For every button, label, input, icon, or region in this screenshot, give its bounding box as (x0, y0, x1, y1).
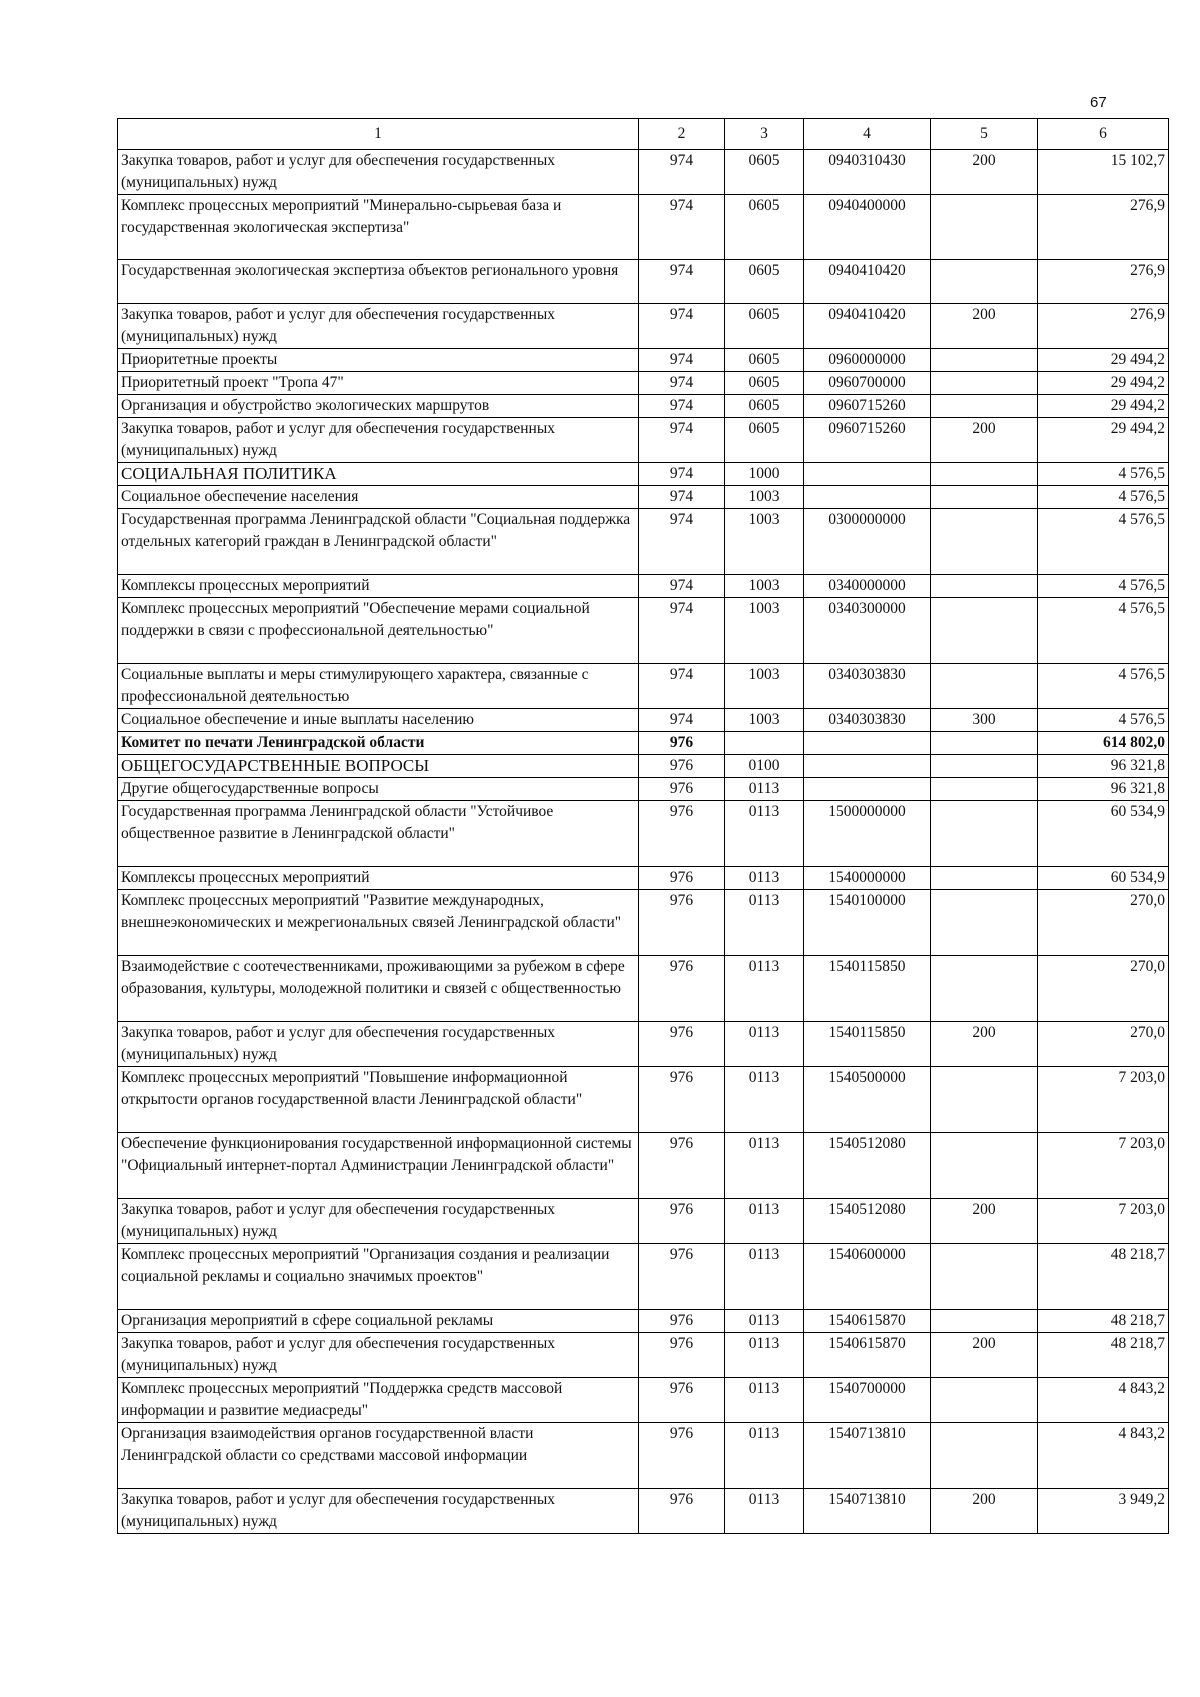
row-vr-cell (931, 395, 1038, 418)
row-gr-cell: 976 (639, 1310, 725, 1333)
table-row (118, 1022, 1169, 1067)
row-gr-cell: 974 (639, 372, 725, 395)
table-row (118, 418, 1169, 463)
row-name-cell: Организация и обустройство экологических маршрутов (118, 395, 639, 418)
row-name-cell: Закупка товаров, работ и услуг для обеспечения государственных (муниципальных) нужд (118, 1333, 639, 1378)
row-vr-cell: 200 (931, 1022, 1038, 1067)
row-cs-cell (804, 778, 931, 801)
row-rz-cell: 0605 (725, 150, 804, 195)
row-vr-cell (931, 732, 1038, 755)
row-gr-cell: 976 (639, 1423, 725, 1489)
row-sum-cell: 270,0 (1038, 956, 1169, 1022)
table-row (118, 260, 1169, 304)
table-row (118, 778, 1169, 801)
row-gr-cell: 974 (639, 418, 725, 463)
row-vr-cell (931, 1423, 1038, 1489)
row-vr-cell (931, 1244, 1038, 1310)
row-gr-cell: 976 (639, 1378, 725, 1423)
row-sum-cell: 60 534,9 (1038, 801, 1169, 867)
row-rz-cell: 0113 (725, 1244, 804, 1310)
table-row (118, 598, 1169, 664)
table-header-row (118, 119, 1169, 150)
row-gr-cell: 974 (639, 195, 725, 260)
page-number: 67 (1090, 94, 1107, 111)
row-gr-cell: 974 (639, 260, 725, 304)
row-gr-cell: 976 (639, 1199, 725, 1244)
row-rz-cell: 1003 (725, 575, 804, 598)
row-gr-cell: 974 (639, 575, 725, 598)
row-vr-cell (931, 575, 1038, 598)
header-col-5: 5 (931, 119, 1038, 150)
row-name-cell: Комплексы процессных мероприятий (118, 867, 639, 890)
row-cs-cell: 0940310430 (804, 150, 931, 195)
table-row (118, 1067, 1169, 1133)
row-cs-cell (804, 463, 931, 486)
row-cs-cell: 0940410420 (804, 304, 931, 349)
row-vr-cell (931, 755, 1038, 778)
row-name-cell: Комплекс процессных мероприятий "Повышение информационной открытости органов государственной власти Ленинградской области" (118, 1067, 639, 1133)
row-rz-cell: 0113 (725, 1199, 804, 1244)
table-row (118, 867, 1169, 890)
row-sum-cell: 29 494,2 (1038, 349, 1169, 372)
row-name-cell: Обеспечение функционирования государственной информационной системы "Официальный интернет-портал Администрации Ленинградской области" (118, 1133, 639, 1199)
row-name-cell: Закупка товаров, работ и услуг для обеспечения государственных (муниципальных) нужд (118, 418, 639, 463)
row-vr-cell: 200 (931, 150, 1038, 195)
row-rz-cell: 1003 (725, 598, 804, 664)
table-row (118, 195, 1169, 260)
row-sum-cell: 4 576,5 (1038, 598, 1169, 664)
row-cs-cell (804, 755, 931, 778)
row-gr-cell: 974 (639, 463, 725, 486)
row-cs-cell: 1540500000 (804, 1067, 931, 1133)
row-vr-cell: 200 (931, 1333, 1038, 1378)
table-row (118, 463, 1169, 486)
table-row (118, 304, 1169, 349)
table-row (118, 1244, 1169, 1310)
row-cs-cell: 0940400000 (804, 195, 931, 260)
header-col-6: 6 (1038, 119, 1169, 150)
row-vr-cell (931, 664, 1038, 709)
row-sum-cell: 48 218,7 (1038, 1333, 1169, 1378)
row-gr-cell: 976 (639, 1067, 725, 1133)
row-vr-cell (931, 1378, 1038, 1423)
row-cs-cell: 0960715260 (804, 395, 931, 418)
row-gr-cell: 974 (639, 664, 725, 709)
row-sum-cell: 4 576,5 (1038, 463, 1169, 486)
row-sum-cell: 15 102,7 (1038, 150, 1169, 195)
row-vr-cell (931, 801, 1038, 867)
row-cs-cell (804, 732, 931, 755)
table-row (118, 1489, 1169, 1534)
row-gr-cell: 976 (639, 956, 725, 1022)
row-rz-cell: 0605 (725, 372, 804, 395)
row-cs-cell: 0340300000 (804, 598, 931, 664)
row-name-cell: Социальные выплаты и меры стимулирующего характера, связанные с профессиональной деятельностью (118, 664, 639, 709)
table-row (118, 509, 1169, 575)
row-vr-cell (931, 956, 1038, 1022)
row-vr-cell (931, 463, 1038, 486)
row-rz-cell: 0605 (725, 195, 804, 260)
row-sum-cell: 4 576,5 (1038, 509, 1169, 575)
header-col-3: 3 (725, 119, 804, 150)
row-name-cell: Социальное обеспечение и иные выплаты населению (118, 709, 639, 732)
row-vr-cell: 200 (931, 1199, 1038, 1244)
row-rz-cell: 0113 (725, 1022, 804, 1067)
row-name-cell: Комплекс процессных мероприятий "Минерально-сырьевая база и государственная экологическая экспертиза" (118, 195, 639, 260)
row-sum-cell: 614 802,0 (1038, 732, 1169, 755)
row-name-cell: Приоритетный проект "Тропа 47" (118, 372, 639, 395)
row-sum-cell: 60 534,9 (1038, 867, 1169, 890)
row-vr-cell: 200 (931, 304, 1038, 349)
row-sum-cell: 276,9 (1038, 195, 1169, 260)
row-vr-cell (931, 867, 1038, 890)
row-rz-cell: 0605 (725, 418, 804, 463)
row-rz-cell: 0605 (725, 304, 804, 349)
table-row (118, 1133, 1169, 1199)
row-sum-cell: 48 218,7 (1038, 1244, 1169, 1310)
row-name-cell: Взаимодействие с соотечественниками, проживающими за рубежом в сфере образования, культуры, молодежной политики и связей с общественностью (118, 956, 639, 1022)
row-cs-cell: 1540713810 (804, 1423, 931, 1489)
row-vr-cell (931, 778, 1038, 801)
row-name-cell: Закупка товаров, работ и услуг для обеспечения государственных (муниципальных) нужд (118, 1199, 639, 1244)
row-vr-cell (931, 1133, 1038, 1199)
row-rz-cell: 0113 (725, 1333, 804, 1378)
row-cs-cell: 1540615870 (804, 1333, 931, 1378)
row-gr-cell: 976 (639, 801, 725, 867)
row-rz-cell: 0113 (725, 890, 804, 956)
row-cs-cell: 0340000000 (804, 575, 931, 598)
row-gr-cell: 976 (639, 755, 725, 778)
row-cs-cell: 1540713810 (804, 1489, 931, 1534)
row-cs-cell: 1540600000 (804, 1244, 931, 1310)
row-vr-cell (931, 260, 1038, 304)
row-gr-cell: 974 (639, 486, 725, 509)
row-rz-cell: 0100 (725, 755, 804, 778)
row-rz-cell: 0113 (725, 1067, 804, 1133)
row-rz-cell: 0113 (725, 956, 804, 1022)
row-vr-cell: 200 (931, 418, 1038, 463)
row-vr-cell (931, 486, 1038, 509)
row-sum-cell: 4 576,5 (1038, 486, 1169, 509)
row-rz-cell: 0605 (725, 260, 804, 304)
row-name-cell: СОЦИАЛЬНАЯ ПОЛИТИКА (118, 463, 639, 486)
row-name-cell: Закупка товаров, работ и услуг для обеспечения государственных (муниципальных) нужд (118, 1022, 639, 1067)
row-name-cell: Государственная программа Ленинградской области "Социальная поддержка отдельных категорий граждан в Ленинградской области" (118, 509, 639, 575)
table-row (118, 395, 1169, 418)
row-rz-cell: 1003 (725, 509, 804, 575)
row-sum-cell: 29 494,2 (1038, 418, 1169, 463)
table-body (118, 150, 1169, 1534)
row-cs-cell: 0340303830 (804, 664, 931, 709)
table-row (118, 1333, 1169, 1378)
table-row (118, 1378, 1169, 1423)
row-name-cell: Закупка товаров, работ и услуг для обеспечения государственных (муниципальных) нужд (118, 1489, 639, 1534)
row-name-cell: Социальное обеспечение населения (118, 486, 639, 509)
row-name-cell: Комплекс процессных мероприятий "Обеспечение мерами социальной поддержки в связи с профессиональной деятельностью" (118, 598, 639, 664)
row-vr-cell (931, 509, 1038, 575)
row-sum-cell: 4 843,2 (1038, 1378, 1169, 1423)
row-name-cell: Государственная программа Ленинградской области "Устойчивое общественное развитие в Ленинградской области" (118, 801, 639, 867)
row-gr-cell: 974 (639, 395, 725, 418)
row-sum-cell: 3 949,2 (1038, 1489, 1169, 1534)
row-cs-cell: 0960000000 (804, 349, 931, 372)
row-rz-cell: 1003 (725, 486, 804, 509)
row-sum-cell: 96 321,8 (1038, 778, 1169, 801)
row-cs-cell: 1540115850 (804, 956, 931, 1022)
table-row (118, 575, 1169, 598)
row-gr-cell: 974 (639, 304, 725, 349)
row-cs-cell: 0960700000 (804, 372, 931, 395)
row-name-cell: Комплекс процессных мероприятий "Организация создания и реализации социальной рекламы и социально значимых проектов" (118, 1244, 639, 1310)
header-col-4: 4 (804, 119, 931, 150)
row-name-cell: Организация взаимодействия органов государственной власти Ленинградской области со средствами массовой информации (118, 1423, 639, 1489)
row-name-cell: Комплекс процессных мероприятий "Поддержка средств массовой информации и развитие медиасреды" (118, 1378, 639, 1423)
row-rz-cell: 1003 (725, 664, 804, 709)
row-sum-cell: 29 494,2 (1038, 395, 1169, 418)
row-cs-cell: 1540115850 (804, 1022, 931, 1067)
row-cs-cell: 1540512080 (804, 1133, 931, 1199)
row-name-cell: Другие общегосударственные вопросы (118, 778, 639, 801)
row-rz-cell: 1003 (725, 709, 804, 732)
row-rz-cell (725, 732, 804, 755)
row-cs-cell: 0960715260 (804, 418, 931, 463)
row-rz-cell: 0113 (725, 1378, 804, 1423)
table-row (118, 1199, 1169, 1244)
row-gr-cell: 976 (639, 867, 725, 890)
row-sum-cell: 96 321,8 (1038, 755, 1169, 778)
row-sum-cell: 4 576,5 (1038, 664, 1169, 709)
row-sum-cell: 7 203,0 (1038, 1199, 1169, 1244)
row-name-cell: Приоритетные проекты (118, 349, 639, 372)
row-name-cell: Государственная экологическая экспертиза объектов регионального уровня (118, 260, 639, 304)
row-vr-cell (931, 1310, 1038, 1333)
row-name-cell: ОБЩЕГОСУДАРСТВЕННЫЕ ВОПРОСЫ (118, 755, 639, 778)
row-vr-cell (931, 598, 1038, 664)
row-vr-cell: 300 (931, 709, 1038, 732)
row-gr-cell: 976 (639, 1022, 725, 1067)
row-rz-cell: 0113 (725, 801, 804, 867)
row-name-cell: Организация мероприятий в сфере социальной рекламы (118, 1310, 639, 1333)
row-gr-cell: 974 (639, 509, 725, 575)
row-rz-cell: 0113 (725, 1489, 804, 1534)
row-gr-cell: 976 (639, 1133, 725, 1199)
row-sum-cell: 4 576,5 (1038, 575, 1169, 598)
row-cs-cell: 1540000000 (804, 867, 931, 890)
table-row (118, 349, 1169, 372)
row-sum-cell: 4 576,5 (1038, 709, 1169, 732)
row-sum-cell: 270,0 (1038, 1022, 1169, 1067)
header-col-1: 1 (118, 119, 639, 150)
row-cs-cell: 1540100000 (804, 890, 931, 956)
row-rz-cell: 0113 (725, 1310, 804, 1333)
row-name-cell: Закупка товаров, работ и услуг для обеспечения государственных (муниципальных) нужд (118, 150, 639, 195)
row-sum-cell: 7 203,0 (1038, 1133, 1169, 1199)
row-sum-cell: 270,0 (1038, 890, 1169, 956)
table-row (118, 372, 1169, 395)
table-row (118, 709, 1169, 732)
row-rz-cell: 0113 (725, 867, 804, 890)
row-cs-cell: 1540700000 (804, 1378, 931, 1423)
table-row (118, 890, 1169, 956)
table-row (118, 150, 1169, 195)
row-vr-cell (931, 372, 1038, 395)
row-vr-cell (931, 195, 1038, 260)
table-row (118, 486, 1169, 509)
row-gr-cell: 976 (639, 778, 725, 801)
table-row (118, 732, 1169, 755)
row-rz-cell: 0605 (725, 349, 804, 372)
table-row (118, 1310, 1169, 1333)
row-sum-cell: 276,9 (1038, 260, 1169, 304)
row-vr-cell (931, 1067, 1038, 1133)
table-row (118, 801, 1169, 867)
row-vr-cell: 200 (931, 1489, 1038, 1534)
row-gr-cell: 974 (639, 150, 725, 195)
row-cs-cell (804, 486, 931, 509)
row-gr-cell: 976 (639, 1244, 725, 1310)
header-col-2: 2 (639, 119, 725, 150)
row-cs-cell: 1500000000 (804, 801, 931, 867)
row-gr-cell: 974 (639, 349, 725, 372)
row-cs-cell: 0340303830 (804, 709, 931, 732)
row-gr-cell: 976 (639, 1333, 725, 1378)
row-gr-cell: 974 (639, 598, 725, 664)
row-sum-cell: 4 843,2 (1038, 1423, 1169, 1489)
row-rz-cell: 0605 (725, 395, 804, 418)
row-gr-cell: 976 (639, 732, 725, 755)
table-row (118, 755, 1169, 778)
row-sum-cell: 29 494,2 (1038, 372, 1169, 395)
row-sum-cell: 7 203,0 (1038, 1067, 1169, 1133)
row-vr-cell (931, 349, 1038, 372)
table-row (118, 664, 1169, 709)
row-cs-cell: 1540512080 (804, 1199, 931, 1244)
row-name-cell: Комплекс процессных мероприятий "Развитие международных, внешнеэкономических и межрегиональных связей Ленинградской области" (118, 890, 639, 956)
table-row (118, 1423, 1169, 1489)
row-sum-cell: 48 218,7 (1038, 1310, 1169, 1333)
row-rz-cell: 0113 (725, 778, 804, 801)
row-rz-cell: 1000 (725, 463, 804, 486)
row-name-cell: Комитет по печати Ленинградской области (118, 732, 639, 755)
row-name-cell: Закупка товаров, работ и услуг для обеспечения государственных (муниципальных) нужд (118, 304, 639, 349)
table-row (118, 956, 1169, 1022)
row-gr-cell: 974 (639, 709, 725, 732)
row-cs-cell: 0940410420 (804, 260, 931, 304)
row-gr-cell: 976 (639, 890, 725, 956)
row-cs-cell: 1540615870 (804, 1310, 931, 1333)
row-rz-cell: 0113 (725, 1133, 804, 1199)
budget-table (117, 118, 1169, 1534)
row-name-cell: Комплексы процессных мероприятий (118, 575, 639, 598)
row-vr-cell (931, 890, 1038, 956)
row-rz-cell: 0113 (725, 1423, 804, 1489)
row-sum-cell: 276,9 (1038, 304, 1169, 349)
row-cs-cell: 0300000000 (804, 509, 931, 575)
row-gr-cell: 976 (639, 1489, 725, 1534)
